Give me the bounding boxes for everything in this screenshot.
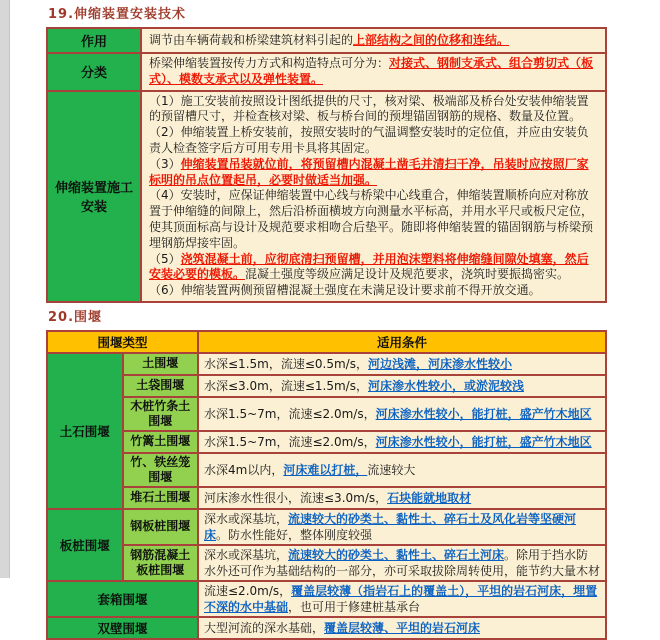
type-cell-double-wall-cofferdam: 双壁围堰 xyxy=(47,617,198,639)
blue-emphasis-text: 河床渗水性较小，能打桩，盛产竹木地区 xyxy=(375,434,592,449)
blue-emphasis-text: 河边浅滩，河床渗水性较小 xyxy=(367,356,512,371)
table-row xyxy=(47,28,606,53)
type-cell: 竹篱土围堰 xyxy=(123,431,199,453)
action-cell xyxy=(141,28,606,53)
blue-emphasis-text: 流速较大的砂类土、黏性土、碎石土及风化岩等坚硬河床 xyxy=(204,511,577,542)
blue-emphasis-text: 河床渗水性较小，能打桩，盛产竹木地区 xyxy=(375,406,592,421)
condition-cell: 深水或深基坑，流速较大的砂类土、黏性土、碎石土及风化岩等坚硬河床。防水性能好，整体刚度较强 xyxy=(198,509,606,545)
type-cell-caisson-cofferdam: 套箱围堰 xyxy=(47,581,198,617)
install-step-5: （5）浇筑混凝土前，应彻底清扫预留槽，并用泡沫塑料将伸缩缝间隙处填塞，然后安装必要的模板。混凝土强度等级应满足设计及规范要求，浇筑时要振捣密实。 xyxy=(149,251,589,282)
table-row xyxy=(47,375,606,397)
install-step-1: （1）施工安装前按照设计图纸提供的尺寸，核对梁、极端部及桥台处安装伸缩装置的预留槽尺寸，并检查核对梁、板与桥台间的预埋锚固钢筋的规格、数量及位置。 xyxy=(149,93,589,124)
condition-cell: 深水或深基坑，流速较大的砂类土、黏性土、碎石土河床。除用于挡水防水外还可作为基础结构的一部分，亦可采取拔除周转使用，能节约大量木材 xyxy=(198,545,606,581)
section-19-title: 19.伸缩装置安装技术 xyxy=(48,7,187,22)
header-row xyxy=(47,331,606,353)
page-edge xyxy=(0,0,10,578)
condition-cell: 大型河流的深水基础，覆盖层较薄、平坦的岩石河床 xyxy=(198,617,606,639)
type-cell: 钢筋混凝土板桩围堰 xyxy=(123,545,199,581)
table-row xyxy=(47,53,606,91)
table-row xyxy=(47,431,606,453)
install-step-2: （2）伸缩装置上桥安装前，按照安装时的气温调整安装时的定位值，并应由安装负责人检查签字后方可用专用卡具将其固定。 xyxy=(149,125,589,155)
red-emphasis-text: 上部结构之间的位移和连结。 xyxy=(353,32,510,47)
header-cofferdam-type: 围堰类型 xyxy=(47,331,198,353)
classification-cell xyxy=(141,53,606,91)
condition-cell: 水深1.5~7m，流速≤2.0m/s，河床渗水性较小，能打桩，盛产竹木地区 xyxy=(198,397,606,431)
table-row xyxy=(47,91,606,302)
install-step-4: （4）安装时，应保证伸缩装置中心线与桥梁中心线重合，伸缩装置顺桥向应对称放置于伸缩缝的间隙上，然后沿桥面横坡方向测量水平标高，并用水平尺或板尺定位，使其顶面标高与设计及规范要求相吻合后垫平。随即将伸缩装置的锚固钢筋与桥梁预埋钢筋焊接牢固。 xyxy=(149,188,594,250)
blue-emphasis-text: 覆盖层较薄、平坦的岩石河床 xyxy=(324,620,481,635)
table-row xyxy=(47,509,606,545)
table-row xyxy=(47,617,606,639)
action-text: 调节由车辆荷载和桥梁建筑材料引起的上部结构之间的位移和连结。 xyxy=(149,32,510,47)
condition-cell: 水深1.5~7m，流速≤2.0m/s，河床渗水性较小，能打桩，盛产竹木地区 xyxy=(198,431,606,453)
document-content xyxy=(46,0,607,640)
table-row xyxy=(47,545,606,581)
type-cell: 木桩竹条土围堰 xyxy=(123,397,199,431)
type-cell: 土袋围堰 xyxy=(123,375,199,397)
group-earth-rock-cofferdam: 土石围堰 xyxy=(47,353,123,509)
classification-text: 桥梁伸缩装置按传力方式和构造特点可分为：对接式、钢制支承式、组合剪切式（板式）、模数支承式以及弹性装置。 xyxy=(149,56,594,86)
condition-cell: 水深≤3.0m，流速≤1.5m/s，河床渗水性较小，或淤泥较浅 xyxy=(198,375,606,397)
type-cell: 土围堰 xyxy=(123,353,199,375)
type-cell: 竹、铁丝笼围堰 xyxy=(123,453,199,487)
installation-cell xyxy=(141,91,606,302)
section-20-title: 20.围堰 xyxy=(48,309,103,325)
type-cell: 堆石土围堰 xyxy=(123,487,199,509)
blue-emphasis-text: 流速较大的砂类土、黏性土、碎石土河床 xyxy=(288,547,505,562)
table-row xyxy=(47,487,606,509)
row-label-classification: 分类 xyxy=(47,53,141,91)
table-row xyxy=(47,581,606,617)
type-cell: 钢板桩围堰 xyxy=(123,509,199,545)
group-sheet-pile-cofferdam: 板桩围堰 xyxy=(47,509,123,581)
blue-emphasis-text: 石块能就地取材 xyxy=(387,490,472,505)
blue-emphasis-text: 覆盖层较薄（指岩石上的覆盖土），平坦的岩石河床，埋置不深的水中基础 xyxy=(204,583,598,614)
condition-cell: 水深4m以内，河床难以打桩，流速较大 xyxy=(198,453,606,487)
blue-emphasis-text: 河床渗水性较小，或淤泥较浅 xyxy=(367,378,524,393)
table-row xyxy=(47,453,606,487)
table-row xyxy=(47,397,606,431)
table-row xyxy=(47,353,606,375)
install-step-6: （6）伸缩装置两侧预留槽混凝土强度在未满足设计要求前不得开放交通。 xyxy=(149,283,541,298)
row-label-action: 作用 xyxy=(47,28,141,53)
header-applicable-conditions: 适用条件 xyxy=(198,331,606,353)
cofferdam-table xyxy=(46,330,607,640)
condition-cell: 河床渗水性很小，流速≤3.0m/s，石块能就地取材 xyxy=(198,487,606,509)
condition-cell: 流速≤2.0m/s，覆盖层较薄（指岩石上的覆盖土），平坦的岩石河床，埋置不深的水中基础，也可用于修建桩基承台 xyxy=(198,581,606,617)
row-label-installation: 伸缩装置施工安装 xyxy=(47,91,141,302)
condition-cell: 水深≤1.5m，流速≤0.5m/s，河边浅滩，河床渗水性较小 xyxy=(198,353,606,375)
blue-emphasis-text: 河床难以打桩， xyxy=(283,462,368,477)
red-emphasis-text: 对接式、钢制支承式、组合剪切式（板式）、模数支承式以及弹性装置。 xyxy=(149,56,594,86)
expansion-device-table xyxy=(46,27,607,303)
install-step-3: （3）伸缩装置吊装就位前，将预留槽内混凝土凿毛并清扫干净，吊装时应按照厂家标明的吊点位置起吊，必要时做适当加强。 xyxy=(149,156,589,187)
